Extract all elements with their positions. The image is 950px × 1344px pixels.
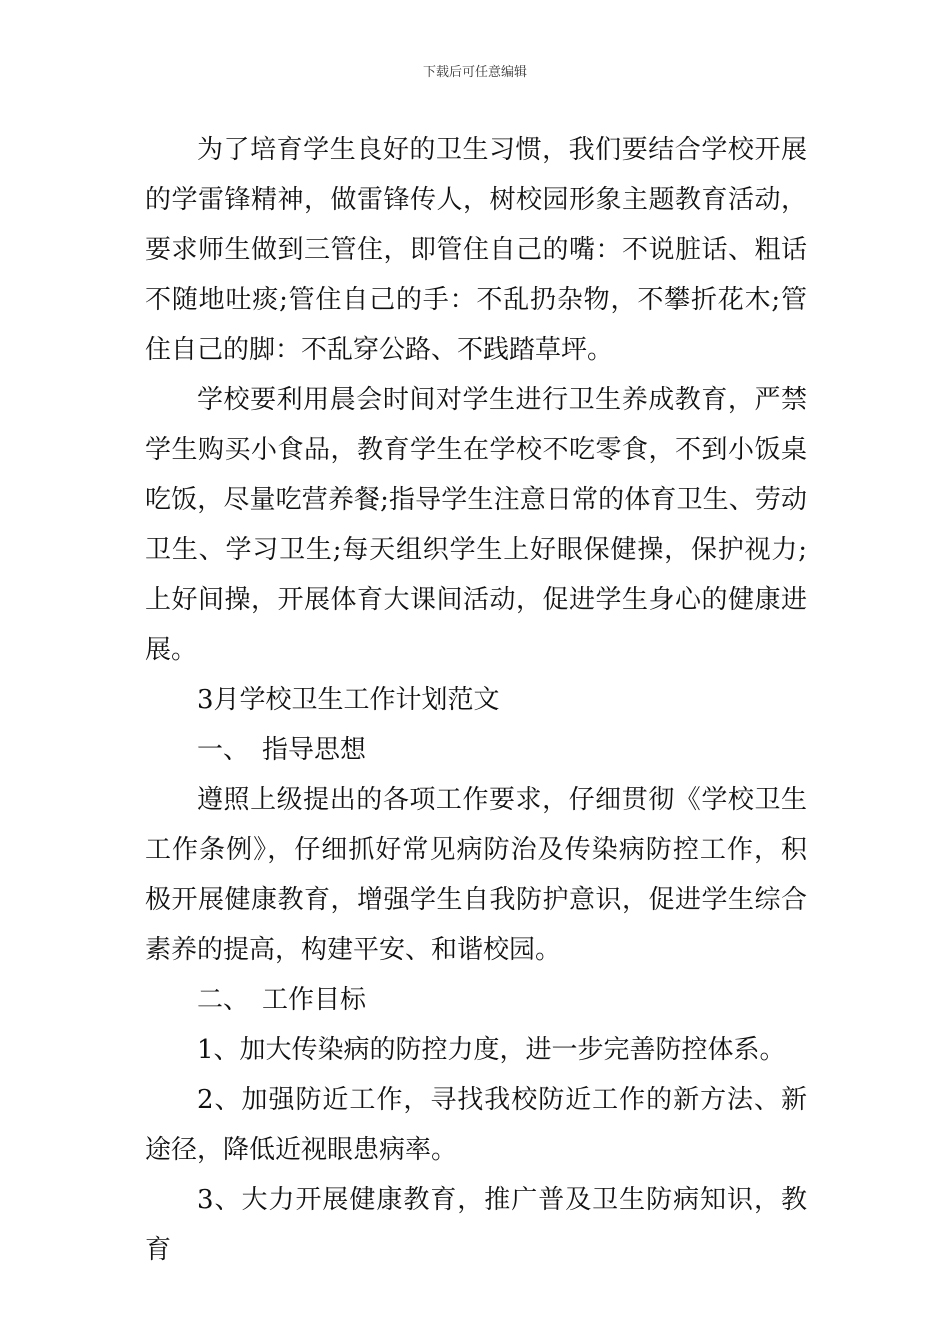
goal-item-1: 1、加大传染病的防控力度，进一步完善防控体系。 [197,1035,786,1065]
paragraph-hygiene-habits: 为了培育学生良好的卫生习惯，我们要结合学校开展的学雷锋精神，做雷锋传人，树校园形象主题教育活动，要求师生做到三管住，即管住自己的嘴：不说脏话、粗话不随地吐痰;管住自己的手：不乱扔杂物，不攀折花木;管住自己的脚：不乱穿公路、不践踏草坪。 [145,135,807,365]
goal-item-3: 3、大力开展健康教育，推广普及卫生防病知识，教育 [145,1185,807,1265]
heading-work-goals: 二、 工作目标 [197,985,367,1015]
document-body [145,125,807,1275]
heading-guiding-ideology: 一、 指导思想 [197,735,367,765]
paragraph-morning-education: 学校要利用晨会时间对学生进行卫生养成教育，严禁学生购买小食品，教育学生在学校不吃零食，不到小饭桌吃饭，尽量吃营养餐;指导学生注意日常的体育卫生、劳动卫生、学习卫生;每天组织学生上好眼保健操，保护视力;上好间操，开展体育大课间活动，促进学生身心的健康进展。 [145,385,807,665]
paragraph-guiding-ideology: 遵照上级提出的各项工作要求，仔细贯彻《学校卫生工作条例》，仔细抓好常见病防治及传染病防控工作，积极开展健康教育，增强学生自我防护意识，促进学生综合素养的提高，构建平安、和谐校园。 [145,785,807,965]
goal-item-2: 2、加强防近工作，寻找我校防近工作的新方法、新途径，降低近视眼患病率。 [145,1085,807,1165]
section-title: 3月学校卫生工作计划范文 [197,685,500,715]
page-header: 下载后可任意编辑 [422,65,527,80]
